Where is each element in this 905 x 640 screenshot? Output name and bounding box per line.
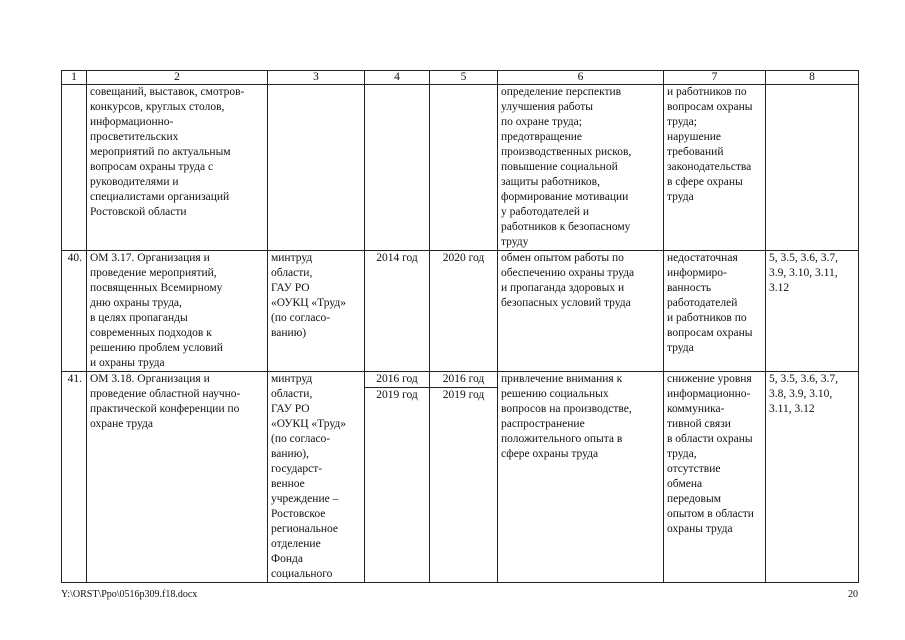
event-cell: ОМ 3.17. Организация и проведение мероприятий, посвященных Всемирному дню охраны труда, в целях пропаганды современных подходов к решению проблем условий и охраны труда — [87, 251, 268, 372]
end-year-2019: 2019 год — [442, 389, 485, 401]
page-number: 20 — [848, 589, 858, 600]
column-number: 5 — [430, 71, 498, 85]
executor-cell: минтруд области, ГАУ РО «ОУКЦ «Труд» (по согласо- ванию) — [268, 251, 365, 372]
column-number: 1 — [62, 71, 87, 85]
column-number: 4 — [365, 71, 430, 85]
end-year-cell — [430, 85, 498, 251]
start-year-cell — [365, 372, 430, 583]
start-year-2016: 2016 год — [365, 372, 429, 388]
column-number: 2 — [87, 71, 268, 85]
row-number: 40. — [62, 251, 87, 372]
column-number: 6 — [498, 71, 664, 85]
result-cell: определение перспектив улучшения работы по охране труда; предотвращение производственных рисков, повышение социальной защиты работников, формирование мотивации у работодателей и работников к безопасному труду — [498, 85, 664, 251]
column-number-row — [62, 71, 859, 85]
link-cell: 5, 3.5, 3.6, 3.7, 3.9, 3.10, 3.11, 3.12 — [766, 251, 859, 372]
executor-cell — [268, 85, 365, 251]
result-cell: привлечение внимания к решению социальных вопросов на производстве, распространение положительного опыта в сфере охраны труда — [498, 372, 664, 583]
row-number — [62, 85, 87, 251]
measures-table — [61, 70, 859, 583]
link-cell — [766, 85, 859, 251]
end-year-2016: 2016 год — [430, 372, 497, 388]
event-cell: совещаний, выставок, смотров- конкурсов, круглых столов, информационно- просветительских мероприятий по актуальным вопросам охраны труда с руководителями и специалистами организаций Ростовской области — [87, 85, 268, 251]
start-year-cell — [365, 85, 430, 251]
table-row — [62, 251, 859, 372]
column-number: 8 — [766, 71, 859, 85]
consequences-cell: недостаточная информиро- ванность работодателей и работников по вопросам охраны труда — [664, 251, 766, 372]
row-number: 41. — [62, 372, 87, 583]
executor-cell: минтруд области, ГАУ РО «ОУКЦ «Труд» (по согласо- ванию), государст- венное учреждение – Ростовское региональное отделение Фонда социального — [268, 372, 365, 583]
table-row — [62, 85, 859, 251]
event-cell: ОМ 3.18. Организация и проведение областной научно- практической конференции по охране труда — [87, 372, 268, 583]
end-year-cell — [430, 372, 498, 583]
link-cell: 5, 3.5, 3.6, 3.7, 3.8, 3.9, 3.10, 3.11, 3.12 — [766, 372, 859, 583]
table-row — [62, 372, 859, 583]
end-year-cell: 2020 год — [430, 251, 498, 372]
column-number: 7 — [664, 71, 766, 85]
file-path: Y:\ORST\Ppo\0516p309.f18.docx — [61, 589, 198, 600]
consequences-cell: снижение уровня информационно- коммуника- тивной связи в области охраны труда, отсутствие обмена передовым опытом в области охраны труда — [664, 372, 766, 583]
result-cell: обмен опытом работы по обеспечению охраны труда и пропаганда здоровых и безопасных условий труда — [498, 251, 664, 372]
column-number: 3 — [268, 71, 365, 85]
consequences-cell: и работников по вопросам охраны труда; нарушение требований законодательства в сфере охраны труда — [664, 85, 766, 251]
start-year-2019: 2019 год — [376, 389, 418, 401]
start-year-cell: 2014 год — [365, 251, 430, 372]
